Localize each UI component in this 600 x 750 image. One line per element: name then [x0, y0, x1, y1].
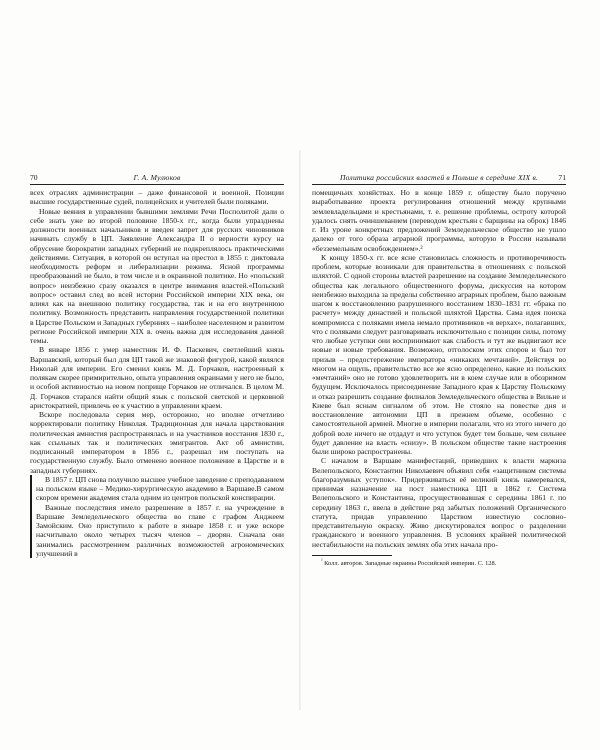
paragraph: помещичьих хозяйствах. Но в конце 1859 г. обществу было поручено выработывание проекта регулирования отношений между крупными землевладельцами и крестьянами, т. е. решение проблемы, остроту которой удалось снять очиншеванием (переводом крестьян с барщины на оброк) 1846 г. Из уроне конкретных предложений Земледельческое общество не ушло далеко от того образа аграрной программы, которую в России называли «безземельным освобождением».² [312, 188, 566, 253]
paragraph: В 1857 г. ЦП снова получило высшее учебное заведение с преподаванием на польском языке – Медико-хирургическую академию в Варшаве.В самом скором времени академия стала одним из центров польской конспирации. [30, 475, 284, 503]
right-running-head [312, 172, 566, 185]
right-page-body [312, 188, 566, 549]
right-page-number: 71 [558, 173, 566, 182]
footnote-marker: ² [321, 558, 323, 564]
footnote-rule [312, 555, 392, 556]
left-running-title: Г. А. Мулюков [133, 173, 181, 182]
paragraph: всех отраслях администрации – даже финансовой и военной. Позиции высшие государственные судей, полицейских и учителей были поляками. [30, 188, 284, 207]
left-running-head [30, 172, 284, 185]
book-spine [299, 150, 301, 710]
footnote-text: Колл. авторов. Западные окраины Российской империи. С. 128. [324, 559, 497, 567]
paragraph: В январе 1856 г. умер наместник И. Ф. Паскевич, светлейший князь Варшавский, который был для ЦП такой же знаковой фигурой, какой являлся Николай для империи. Его сменил князь М. Д. Горчаков, настроенный к полякам скорее примирительно, опыта управления окраинами у него не было, и особой активностью на новом поприще Горчаков не отличался. В целом М. Д. Горчаков старался найти общий язык с польской светской и церковной аристократией, привлечь ее к участию в управлении краем. [30, 345, 284, 410]
paragraph: К концу 1850-х гг. все ясне становилась сложность и противоречивость проблем, которые возникали для правительства в отношениях с польской шляхтой. С одной стороны властей разрешение на создание Земледельческого общества как легального общественного форума, дискуссия на котором неизбежно выходила за пределы собственно аграрных проблем, было важным шагом к восстановлению разрушенного восстанием 1830–1831 гг. «брака по расчету» между династией и польской шляхтой Царства. Сама идея поиска компромисса с поляками имела немало противников «в верхах», полагавших, что с поляками следует разговаривать исключительно с позиции силы, потому что любые уступки они воспринимают как слабость и тут же выдвигают все новые и новые требования. Возможно, отголоском этих споров и был тот призыв – предостережение императора «никаких мечтаний». Действуя во многом на ощупь, правительство все же ясно определено, какие из польских «мечтаний» оно не готово удовлетворить ни в коем случае или в обозримом будущем. Исключалось присоединение Западного края к Царству Польскому и отказ разрешить создание филиалов Земледельческого общества в Вильне и Киеве был ясным сигналом об этом. Не стояло на повестке дня и восстановление автономии ЦП в прежнем объеме, особенно с самостоятельной армией. Многие в империи полагали, что из этого ничего до доброй воле ничего не отдадут и что уступок будет тем больше, чем сильнее будет давление на власть «снизу». В польском обществе такие настроения были широко распространены. [312, 252, 566, 456]
left-page-body [30, 188, 284, 558]
left-page [30, 172, 284, 558]
paragraph: Новые веяния в управлении бывшими землями Речи Посполитой дали о себе знать уже во второй половине 1850-х гг., когда были упразднены должности военных начальников и введен запрет для русских чиновников начинать службу в ЦП. Заявление Александра II о верности курсу на обрусение бюрократии западных губерний не подкреплялось практическими действиями. Ситуация, в которой он вступал на престол в 1855 г. диктовала необходимость реформ и либерализации режима. Ясной программы преобразований не было, в том числе и в окраинной политике. Но «польский вопрос» неизбежно сразу оказался в центре внимания властей.«Польский вопрос» оставил след во всей истории Российской империи XIX века, он влиял как на внешнюю политику государства, так и на его внутреннюю политику. Возможность представить направления государственной политики в Царстве Польском и Западных губерниях – наиболее населенном и развитом регионе Российской империи XIX в. очень важна для исследования данной темы. [30, 206, 284, 345]
right-page [312, 172, 566, 568]
paragraph: С началом в Варшаве манифестаций, приведших к власти маркиза Велепольского, Константин Николаевич объявил себя «защитником системы благоразумных уступок». Придерживаться её великий князь намеревался, принимая назначение на пост наместника ЦП в 1862 г. Система Велепольского и Константина, просуществовавшая с середины 1861 г. по середину 1863 г., ввела в действие ряд забытых положений Органического статута, придав управлению Царством известную сословно-представительную окраску. Живо дискутировался вопрос о разделении гражданского и военного управления. В условиях крайней политической нестабильности на польских землях оба этих начала про- [312, 456, 566, 549]
paragraph: Вскоре последовала серия мер, осторожно, но вполне отчетливо корректировали политику Николая. Традиционная для начала царствования политическая амнистия распространялась и на участников восстания 1830 г., как ссыльных так и политических эмигрантов. Акт об амнистии, подписанный императором в 1856 г., разрешал им поступать на государственную службу. Было отменено военное положение в Царстве и в западных губерниях. [30, 410, 284, 475]
footnote [312, 558, 566, 568]
right-running-title: Политика российских властей в Польше в середине XIX в. [339, 173, 539, 182]
paragraph: Важные последствия имело разрешение в 1857 г. на учреждение в Варшаве Земледельческого общества во главе с графом Анджеем Замойским. Оно приступило к работе в январе 1858 г. и уже вскоре насчитывало около четырех тысяч членов – дворян. Сначала они занимались рассмотрением различных возможностей агрономических улучшений в [30, 503, 284, 559]
left-page-number: 70 [30, 173, 38, 182]
